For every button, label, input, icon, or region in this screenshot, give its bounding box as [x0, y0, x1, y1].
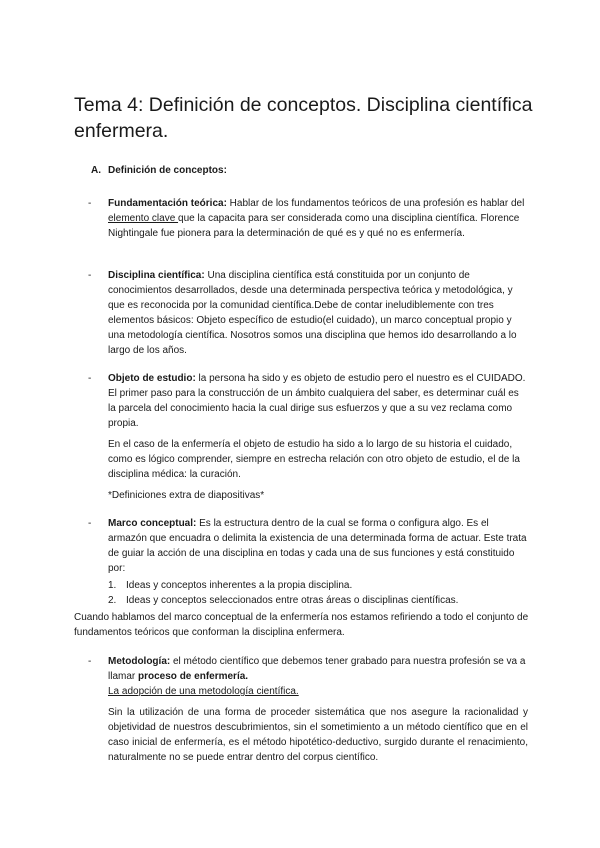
list-number: 2.	[108, 595, 117, 606]
list-item-text: Ideas y conceptos inherentes a la propia disciplina.	[126, 580, 353, 591]
item-term: Objeto de estudio:	[108, 373, 196, 384]
list-item-text: Ideas y conceptos seleccionados entre otras áreas o disciplinas científicas.	[126, 595, 459, 606]
item-term: Metodología:	[108, 656, 171, 667]
item-text-cont: que la capacita para ser considerada como una disciplina científica. Florence Nightingale fue pionera para la determinación de qué es y qué no es enfermería.	[108, 213, 520, 239]
item-note: *Definiciones extra de diapositivas*	[108, 490, 265, 501]
bullet-dash: -	[88, 198, 92, 209]
item-text: la persona ha sido y es objeto de estudio pero el nuestro es el CUIDADO. El primer paso para la construcción de un ámbito cualquiera del saber, es determinar cuál es la parcela del conocimiento hacia la cual dirige sus esfuerzos y que a su vez reclama como propia.	[108, 373, 526, 429]
bullet-dash: -	[88, 518, 92, 529]
item-fundamentacion	[88, 196, 528, 241]
list-item	[108, 593, 528, 608]
item-term: Marco conceptual:	[108, 518, 197, 529]
item-subparagraph: Sin la utilización de una forma de proceder sistemática que nos asegure la racionalidad y objetividad de nuestros descubrimientos, sin el sometimiento a un método científico que en el caso inicial de enfermería, es el método hipotético-deductivo, surgido durante el renacimiento, naturalmente no se puede entrar dentro del corpus científico.	[108, 707, 528, 763]
underlined-phrase: elemento clave	[108, 213, 179, 224]
numbered-list	[108, 578, 528, 608]
bullet-dash: -	[88, 656, 92, 667]
list-number: 1.	[108, 580, 117, 591]
item-term: Disciplina científica:	[108, 270, 205, 281]
item-term: Fundamentación teórica:	[108, 198, 227, 209]
paragraph-marco: Cuando hablamos del marco conceptual de la enfermería nos estamos refiriendo a todo el conjunto de fundamentos teóricos que conforman la disciplina enfermera.	[74, 612, 529, 638]
item-text: Es la estructura dentro de la cual se forma o configura algo. Es el armazón que encuadra o delimita la existencia de una determinada forma de actuar. Este trata de guiar la acción de una disciplina en todas y cada una de sus funciones y está constituido por:	[108, 518, 527, 574]
underlined-phrase: La adopción de una metodología científica.	[108, 686, 299, 697]
page-title: Tema 4: Definición de conceptos. Disciplina científica enfermera.	[74, 94, 533, 142]
list-item	[108, 578, 528, 593]
item-disciplina	[88, 268, 528, 358]
item-marco	[88, 516, 528, 608]
section-letter: A.	[91, 165, 101, 176]
bullet-dash: -	[88, 270, 92, 281]
item-text: Una disciplina científica está constituida por un conjunto de conocimientos desarrollados, desde una determinada perspectiva teórica y metodológica, y que es reconocida por la comunidad científica.Debe de contar ineludiblemente con tres elementos básicos: Objeto específico de estudio(el cuidado), un marco conceptual propio y una metodología científica. Nosotros somos una disciplina que hemos ido desarrollando a lo largo de los años.	[108, 270, 517, 356]
section-heading	[91, 165, 227, 176]
section-heading-text: Definición de conceptos:	[108, 165, 227, 176]
item-text: el método científico que debemos tener grabado para nuestra profesión se va a llamar	[108, 656, 526, 682]
item-subparagraph: En el caso de la enfermería el objeto de estudio ha sido a lo largo de su historia el cuidado, como es lógico comprender, siempre en estrecha relación con otro objeto de estudio, el de la disciplina médica: la curación.	[108, 439, 520, 480]
item-text: Hablar de los fundamentos teóricos de una profesión es hablar del	[226, 198, 525, 209]
item-metodologia	[88, 654, 528, 765]
bullet-dash: -	[88, 373, 92, 384]
bold-phrase: proceso de enfermería.	[138, 671, 249, 682]
item-objeto	[88, 371, 528, 503]
